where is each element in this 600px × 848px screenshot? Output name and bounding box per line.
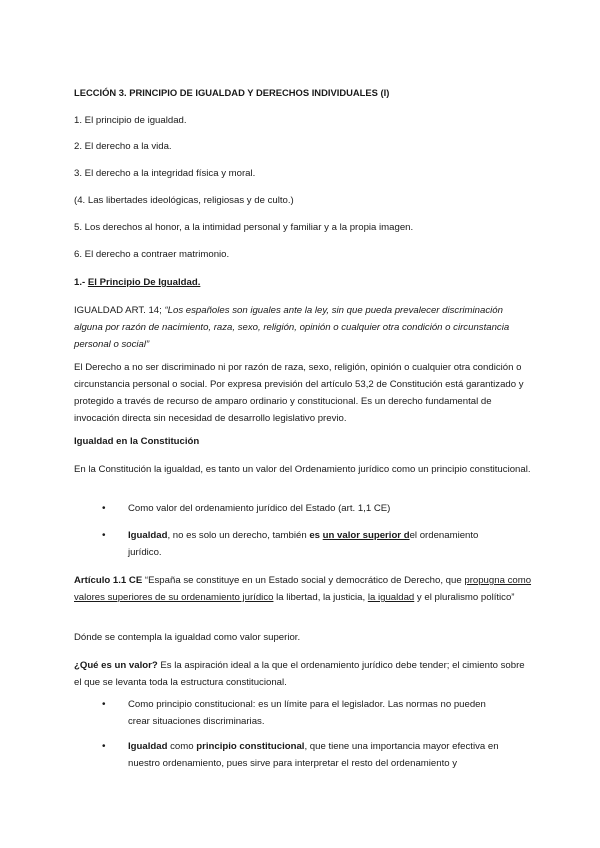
paragraph-constitucion: En la Constitución la igualdad, es tanto un valor del Ordenamiento jurídico como un principio constitucional.	[74, 464, 531, 475]
toc-item-1: 1. El principio de igualdad.	[74, 115, 187, 126]
article-14-paragraph	[74, 302, 534, 353]
text-run: , que tiene una importancia mayor efectiva en nuestro ordenamiento, pues sirve para interpretar el resto del ordenamiento y	[128, 741, 499, 769]
paragraph-valor-superior: Dónde se contempla la igualdad como valor superior.	[74, 632, 301, 643]
section-1-number: 1.-	[74, 277, 88, 288]
toc-item-4: (4. Las libertades ideológicas, religiosas y de culto.)	[74, 195, 294, 206]
bold-es: es	[309, 530, 323, 541]
article-1-1-label: Artículo 1.1 CE	[74, 575, 143, 586]
section-1-heading	[74, 274, 534, 291]
toc-item-6: 6. El derecho a contraer matrimonio.	[74, 249, 230, 260]
toc-item-2: 2. El derecho a la vida.	[74, 141, 172, 152]
bullet-icon: •	[102, 503, 106, 514]
underlined-valor-superior: un valor superior d	[322, 530, 410, 541]
text-run: y el pluralismo político”	[414, 592, 515, 603]
text-run: como	[167, 741, 197, 752]
underlined-propugna: propugna como valores superiores de su ordenamiento jurídico	[74, 575, 532, 603]
bullet-text: Como principio constitucional: es un límite para el legislador. Las normas no pueden crear situaciones discriminarias.	[128, 699, 486, 727]
toc-item-3: 3. El derecho a la integridad física y moral.	[74, 168, 256, 179]
bold-igualdad: Igualdad	[128, 530, 168, 541]
text-run: “España se constituye en un Estado social y democrático de Derecho, que	[142, 575, 465, 586]
text-run: el ordenamiento jurídico.	[128, 530, 479, 558]
bullet-icon: •	[102, 530, 106, 541]
paragraph-que-es-valor	[74, 657, 534, 691]
article-1-1-paragraph	[74, 572, 534, 606]
bold-principio-constitucional: principio constitucional	[196, 741, 305, 752]
question-que-es-valor: ¿Qué es un valor?	[74, 660, 158, 671]
lesson-title: LECCIÓN 3. PRINCIPIO DE IGUALDAD Y DERECHOS INDIVIDUALES (I)	[74, 87, 390, 98]
paragraph-derecho: El Derecho a no ser discriminado ni por razón de raza, sexo, religión, opinión o cualquier otra condición o circunstancia personal o social. Por expresa previsión del artículo 53,2 de Constitución está garantizado y protegido a través de recurso de amparo ordinario y constitucional. Es un derecho fundamental de invocación directa sin necesidad de desarrollo legislativo previo.	[74, 362, 524, 424]
bullet-text	[128, 527, 504, 561]
bullet-text	[128, 738, 504, 772]
text-run: Es la aspiración ideal a la que el ordenamiento jurídico debe tender; el cimiento sobre el que se levanta toda la estructura constitucional.	[74, 660, 525, 688]
bullet-icon: •	[102, 699, 106, 710]
toc-item-5: 5. Los derechos al honor, a la intimidad personal y familiar y a la propia imagen.	[74, 222, 414, 233]
underlined-igualdad: la igualdad	[367, 592, 415, 603]
bold-igualdad: Igualdad	[128, 741, 168, 752]
bullet-text: Como valor del ordenamiento jurídico del Estado (art. 1,1 CE)	[128, 503, 391, 514]
article-14-quote: “Los españoles son iguales ante la ley, sin que pueda prevalecer discriminación alguna por razón de nacimiento, raza, sexo, religión, opinión o cualquier otra condición o circunstancia personal o social”	[74, 305, 510, 350]
text-run: , no es solo un derecho, también	[167, 530, 310, 541]
article-14-label: IGUALDAD ART. 14;	[74, 305, 165, 316]
bullet-icon: •	[102, 741, 106, 752]
section-1-title: El Principio De Igualdad.	[87, 277, 201, 288]
text-run: la libertad, la justicia,	[273, 592, 368, 603]
heading-igualdad-constitucion: Igualdad en la Constitución	[74, 436, 200, 447]
